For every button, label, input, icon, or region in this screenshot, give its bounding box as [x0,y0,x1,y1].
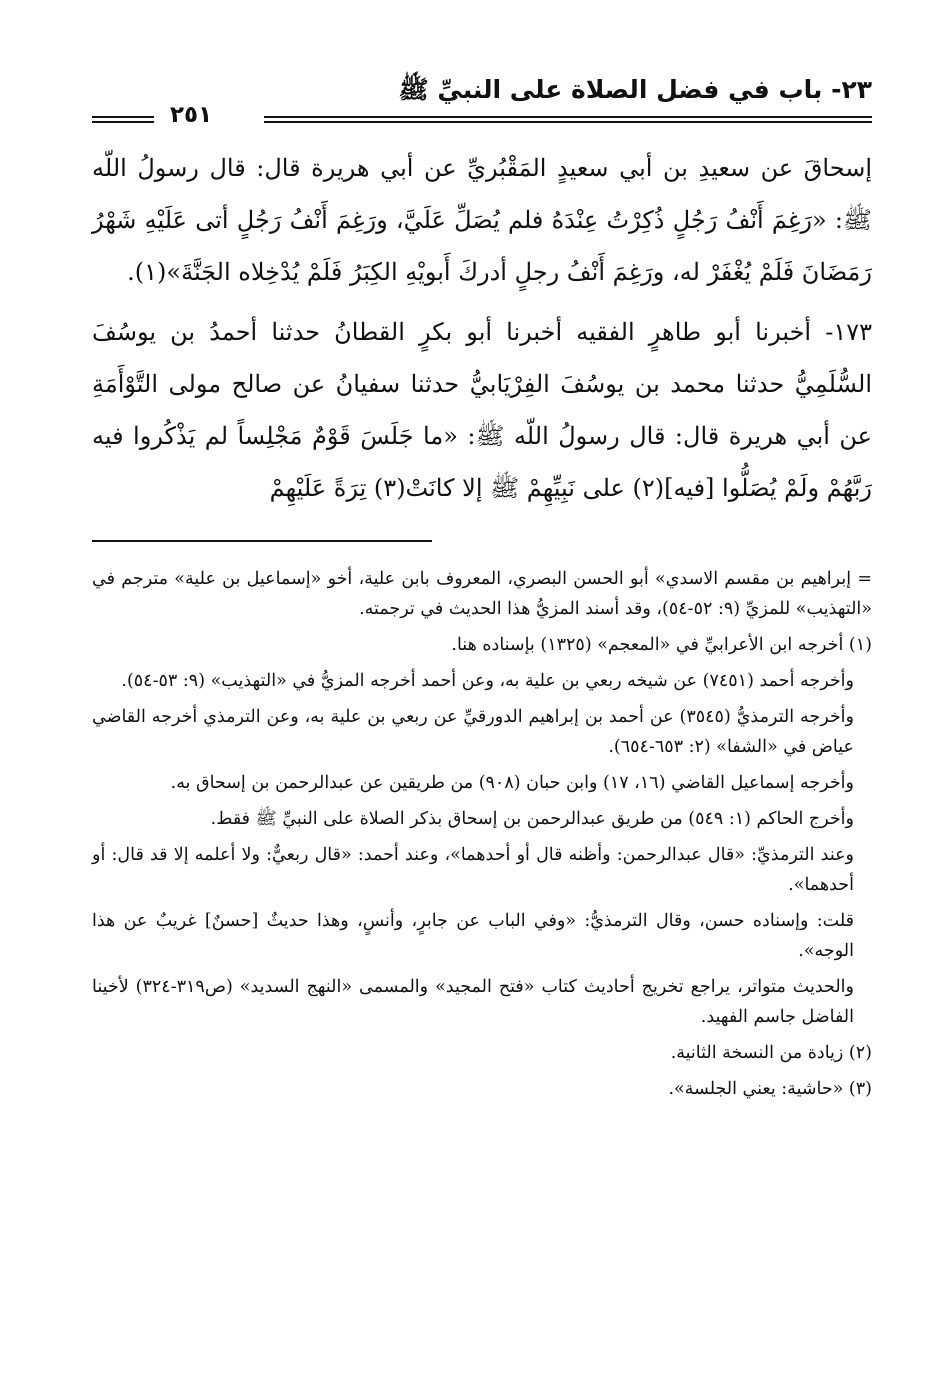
header-rule [264,116,872,123]
footnote: وأخرجه أحمد (٧٤٥١) عن شيخه ربعي بن علية به، وعن أحمد أخرجه المزيُّ في «التهذيب» (٩: ٥٣-٥٤). [121,671,854,691]
footnote: وأخرج الحاكم (١: ٥٤٩) من طريق عبدالرحمن بن إسحاق بذكر الصلاة على النبيِّ ﷺ فقط. [210,809,854,829]
main-paragraph: ١٧٣- أخبرنا أبو طاهرٍ الفقيه أخبرنا أبو بكرٍ القطانُ حدثنا أحمدُ بن يوسُفَ السُّلَمِيُّ حدثنا محمد بن يوسُفَ الفِرْيَابيُّ حدثنا سفيانُ عن صالح مولى التَّوْأَمَةِ عن أبي هريرة قال: قال رسولُ اللّه ﷺ: «ما جَلَسَ قَوْمٌ مَجْلِساً لم يَذْكُروا فيه رَبَّهُمْ ولَمْ يُصَلُّوا [فيه](٢) على نَبِيِّهِمْ ﷺ إلا كانَتْ(٣) تِرَةً عَلَيْهِمْ [92,318,872,502]
chapter-title: ٢٣- باب في فضل الصلاة على النبيِّ ﷺ [398,75,872,104]
header-rule-short [92,116,154,123]
main-text [92,142,872,514]
footnote: = إبراهيم بن مقسم الاسدي» أبو الحسن البصري، المعروف بابن علية، أخو «إسماعيل بن علية» مترجم في «التهذيب» للمزيِّ (٩: ٥٢-٥٤)، وقد أسند المزيُّ هذا الحديث في ترجمته. [92,569,872,619]
footnote: قلت: وإسناده حسن، وقال الترمذيُّ: «وفي الباب عن جابرٍ، وأنسٍ، وهذا حديثٌ [حسنٌ] غريبٌ عن هذا الوجه». [92,911,854,961]
footnote: وأخرجه الترمذيُّ (٣٥٤٥) عن أحمد بن إبراهيم الدورقيِّ عن ربعي بن علية به، وعن الترمذي أخرجه القاضي عياض في «الشفا» (٢: ٦٥٣-٦٥٤). [92,707,854,757]
footnote: (١) أخرجه ابن الأعرابيِّ في «المعجم» (١٣٢٥) بإسناده هنا. [451,635,872,655]
footnote: وعند الترمذيِّ: «قال عبدالرحمن: وأظنه قال أو أحدهما»، وعند أحمد: «قال ربعيٌّ: ولا أعلمه إلا قد قال: أو أحدهما». [92,845,854,895]
footnote: (٣) «حاشية: يعني الجلسة». [668,1079,872,1099]
footnote: والحديث متواتر، يراجع تخريج أحاديث كتاب «فتح المجيد» والمسمى «النهج السديد» (ص٣١٩-٣٢٤) لأخينا الفاضل جاسم الفهيد. [92,977,854,1027]
footnotes [92,564,872,1104]
book-page [92,60,872,1350]
footnote-divider [92,540,432,542]
main-paragraph: إسحاقَ عن سعيدِ بن أبي سعيدٍ المَقْبُريِّ عن أبي هريرة قال: قال رسولُ اللّه ﷺ: «رَغِمَ أَنْفُ رَجُلٍ ذُكِرْتُ عِنْدَهُ فلم يُصَلِّ عَلَيَّ، ورَغِمَ أَنْفُ رَجُلٍ أتى عَلَيْهِ شَهْرُ رَمَضَانَ فَلَمْ يُغْفَرْ له، ورَغِمَ أَنْفُ رجلٍ أدركَ أَبويْهِ الكِبَرُ فَلَمْ يُدْخِلاه الجَنَّةَ»(١). [92,154,872,286]
page-header [92,60,872,130]
footnote: وأخرجه إسماعيل القاضي (١٦، ١٧) وابن حبان (٩٠٨) من طريقين عن عبدالرحمن بن إسحاق به. [170,773,854,793]
page-number: ٢٥١ [170,102,213,128]
footnote: (٢) زيادة من النسخة الثانية. [670,1043,872,1063]
